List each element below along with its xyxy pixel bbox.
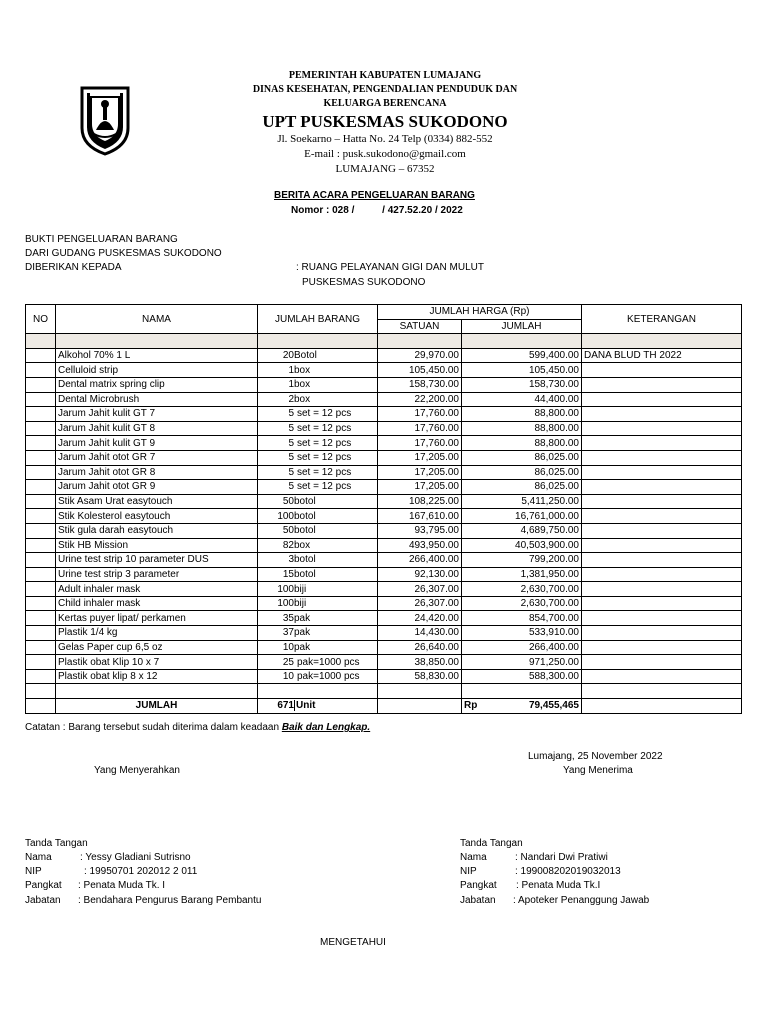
row-jumlah: 2,630,700.00 — [462, 596, 582, 611]
row-satuan: 92,130.00 — [378, 567, 462, 582]
row-satuan: 266,400.00 — [378, 553, 462, 568]
row-qty — [258, 655, 378, 670]
row-unit: set = 12 pcs — [297, 437, 352, 449]
table-row — [26, 596, 742, 611]
row-unit: pak=1000 pcs — [297, 671, 360, 683]
row-satuan: 17,760.00 — [378, 421, 462, 436]
row-keterangan — [582, 567, 742, 582]
row-jumlah: 86,025.00 — [462, 480, 582, 495]
col-header-no: NO — [26, 305, 56, 334]
right-nip: : 199008202019032013 — [515, 866, 621, 877]
note-emphasis: Baik dan Lengkap. — [281, 722, 371, 733]
row-unit: biji — [294, 583, 307, 595]
row-satuan: 26,640.00 — [378, 640, 462, 655]
row-qty — [258, 363, 378, 378]
intro-line-2: DARI GUDANG PUSKESMAS SUKODONO — [25, 248, 222, 259]
row-keterangan — [582, 538, 742, 553]
row-no — [26, 567, 56, 582]
row-qty-value: 100 — [277, 583, 294, 595]
row-nama: Jarum Jahit otot GR 8 — [56, 465, 258, 480]
row-unit: set = 12 pcs — [297, 408, 352, 420]
row-qty — [258, 407, 378, 422]
row-qty — [258, 523, 378, 538]
right-nama-label: Nama — [460, 852, 487, 863]
row-qty-value: 100 — [277, 598, 294, 610]
row-jumlah: 40,503,900.00 — [462, 538, 582, 553]
row-satuan: 17,760.00 — [378, 436, 462, 451]
header-line-3: KELUARGA BERENCANA — [323, 98, 447, 109]
col-header-jumlah-harga: JUMLAH HARGA (Rp) — [378, 305, 582, 320]
row-unit: set = 12 pcs — [297, 452, 352, 464]
row-qty-value: 82 — [282, 539, 294, 551]
row-nama: Dental matrix spring clip — [56, 377, 258, 392]
row-qty — [258, 392, 378, 407]
right-jabatan: : Apoteker Penanggung Jawab — [513, 895, 650, 906]
row-keterangan — [582, 655, 742, 670]
table-row — [26, 407, 742, 422]
table-blank-row — [26, 684, 742, 699]
row-jumlah: 88,800.00 — [462, 421, 582, 436]
table-row — [26, 377, 742, 392]
row-satuan: 24,420.00 — [378, 611, 462, 626]
col-header-keterangan: KETERANGAN — [582, 305, 742, 334]
row-qty-value: 2 — [288, 393, 294, 405]
table-spacer-row — [26, 334, 742, 349]
row-keterangan: DANA BLUD TH 2022 — [582, 348, 742, 363]
row-jumlah: 88,800.00 — [462, 436, 582, 451]
row-nama: Jarum Jahit otot GR 9 — [56, 480, 258, 495]
row-no — [26, 582, 56, 597]
row-jumlah: 2,630,700.00 — [462, 582, 582, 597]
row-jumlah: 5,411,250.00 — [462, 494, 582, 509]
row-qty-value: 50 — [282, 525, 294, 537]
table-row — [26, 465, 742, 480]
table-row — [26, 494, 742, 509]
row-unit: box — [294, 364, 311, 376]
row-keterangan — [582, 669, 742, 684]
row-satuan: 58,830.00 — [378, 669, 462, 684]
row-qty — [258, 626, 378, 641]
row-jumlah: 588,300.00 — [462, 669, 582, 684]
left-jabatan-label: Jabatan — [25, 895, 61, 906]
row-qty — [258, 450, 378, 465]
row-nama: Stik Kolesterol easytouch — [56, 509, 258, 524]
row-satuan: 108,225.00 — [378, 494, 462, 509]
row-unit: set = 12 pcs — [297, 423, 352, 435]
total-rp: Rp — [464, 700, 478, 712]
row-satuan: 17,205.00 — [378, 465, 462, 480]
row-nama: Stik gula darah easytouch — [56, 523, 258, 538]
row-no — [26, 640, 56, 655]
row-nama: Jarum Jahit kulit GT 8 — [56, 421, 258, 436]
row-jumlah: 86,025.00 — [462, 465, 582, 480]
note-prefix: Catatan : Barang tersebut sudah diterima dalam keadaan — [25, 722, 282, 733]
row-unit: box — [294, 393, 311, 405]
row-qty-value: 1 — [288, 379, 294, 391]
left-nip-label: NIP — [25, 866, 42, 877]
table-row — [26, 655, 742, 670]
row-jumlah: 1,381,950.00 — [462, 567, 582, 582]
header-title: UPT PUSKESMAS SUKODONO — [262, 112, 508, 131]
row-keterangan — [582, 626, 742, 641]
col-header-jumlah-barang: JUMLAH BARANG — [258, 305, 378, 334]
row-qty — [258, 494, 378, 509]
row-qty — [258, 465, 378, 480]
table-row — [26, 480, 742, 495]
row-unit: Botol — [294, 350, 317, 362]
right-pangkat-label: Pangkat — [460, 880, 497, 891]
row-jumlah: 44,400.00 — [462, 392, 582, 407]
col-header-nama: NAMA — [56, 305, 258, 334]
row-keterangan — [582, 523, 742, 538]
row-nama: Alkohol 70% 1 L — [56, 348, 258, 363]
right-pangkat: : Penata Muda Tk.I — [516, 880, 601, 891]
row-keterangan — [582, 582, 742, 597]
row-nama: Jarum Jahit kulit GT 7 — [56, 407, 258, 422]
lumajang-regency-emblem — [78, 84, 132, 156]
left-nama: : Yessy Gladiani Sutrisno — [80, 852, 191, 863]
row-no — [26, 611, 56, 626]
row-keterangan — [582, 377, 742, 392]
row-qty — [258, 436, 378, 451]
row-qty-value: 5 — [288, 408, 294, 420]
row-qty — [258, 582, 378, 597]
row-qty-value: 25 — [282, 656, 294, 668]
table-row — [26, 509, 742, 524]
row-no — [26, 494, 56, 509]
row-jumlah: 599,400.00 — [462, 348, 582, 363]
row-qty — [258, 669, 378, 684]
table-row — [26, 553, 742, 568]
row-nama: Stik Asam Urat easytouch — [56, 494, 258, 509]
row-qty — [258, 553, 378, 568]
row-keterangan — [582, 421, 742, 436]
row-unit: botol — [294, 568, 316, 580]
row-qty — [258, 640, 378, 655]
intro-line-1: BUKTI PENGELUARAN BARANG — [25, 234, 178, 245]
right-ttd: Tanda Tangan — [460, 838, 523, 849]
row-no — [26, 669, 56, 684]
row-keterangan — [582, 596, 742, 611]
row-satuan: 38,850.00 — [378, 655, 462, 670]
row-keterangan — [582, 494, 742, 509]
row-no — [26, 655, 56, 670]
row-keterangan — [582, 611, 742, 626]
header-address: Jl. Soekarno – Hatta No. 24 Telp (0334) 882-552 — [277, 133, 493, 145]
row-qty-value: 10 — [282, 671, 294, 683]
note — [25, 722, 370, 733]
row-satuan: 158,730.00 — [378, 377, 462, 392]
header-email: E-mail : pusk.sukodono@gmail.com — [304, 148, 466, 160]
row-qty-value: 50 — [282, 496, 294, 508]
header-city: LUMAJANG – 67352 — [335, 163, 435, 175]
total-qty-cell — [258, 699, 378, 714]
row-qty-value: 5 — [288, 452, 294, 464]
row-unit: botol — [294, 525, 316, 537]
row-no — [26, 407, 56, 422]
row-qty — [258, 567, 378, 582]
intro-recipient-value: : RUANG PELAYANAN GIGI DAN MULUT — [296, 262, 484, 273]
row-no — [26, 377, 56, 392]
row-keterangan — [582, 392, 742, 407]
col-header-jumlah: JUMLAH — [462, 319, 582, 334]
left-role: Yang Menyerahkan — [94, 765, 180, 776]
row-nama: Plastik 1/4 kg — [56, 626, 258, 641]
row-no — [26, 509, 56, 524]
row-qty-value: 37 — [282, 627, 294, 639]
row-qty — [258, 611, 378, 626]
table-row — [26, 640, 742, 655]
row-qty-value: 5 — [288, 423, 294, 435]
row-unit: box — [294, 379, 311, 391]
table-row — [26, 450, 742, 465]
row-qty — [258, 509, 378, 524]
right-role: Yang Menerima — [563, 765, 633, 776]
row-keterangan — [582, 465, 742, 480]
row-no — [26, 553, 56, 568]
row-no — [26, 392, 56, 407]
row-qty-value: 15 — [282, 568, 294, 580]
row-unit: pak — [294, 612, 311, 624]
row-no — [26, 436, 56, 451]
row-no — [26, 421, 56, 436]
row-qty-value: 20 — [282, 350, 294, 362]
row-qty-value: 5 — [288, 481, 294, 493]
row-satuan: 93,795.00 — [378, 523, 462, 538]
row-jumlah: 971,250.00 — [462, 655, 582, 670]
row-keterangan — [582, 640, 742, 655]
row-satuan: 26,307.00 — [378, 582, 462, 597]
intro-recipient-value-2: PUSKESMAS SUKODONO — [302, 277, 426, 288]
left-pangkat: : Penata Muda Tk. I — [78, 880, 166, 891]
row-qty — [258, 480, 378, 495]
row-unit: botol — [294, 554, 316, 566]
row-unit: pak — [294, 627, 311, 639]
row-no — [26, 465, 56, 480]
row-nama: Gelas Paper cup 6,5 oz — [56, 640, 258, 655]
row-jumlah: 799,200.00 — [462, 553, 582, 568]
table-row — [26, 436, 742, 451]
row-nama: Child inhaler mask — [56, 596, 258, 611]
row-no — [26, 348, 56, 363]
col-header-satuan: SATUAN — [378, 319, 462, 334]
row-no — [26, 450, 56, 465]
row-no — [26, 596, 56, 611]
row-keterangan — [582, 407, 742, 422]
row-qty-value: 5 — [288, 466, 294, 478]
row-keterangan — [582, 509, 742, 524]
row-qty-value: 35 — [282, 612, 294, 624]
row-satuan: 493,950.00 — [378, 538, 462, 553]
row-satuan: 17,205.00 — [378, 480, 462, 495]
row-keterangan — [582, 363, 742, 378]
row-qty — [258, 377, 378, 392]
row-nama: Jarum Jahit otot GR 7 — [56, 450, 258, 465]
row-satuan: 167,610.00 — [378, 509, 462, 524]
row-satuan: 29,970.00 — [378, 348, 462, 363]
row-nama: Plastik obat Klip 10 x 7 — [56, 655, 258, 670]
right-jabatan-label: Jabatan — [460, 895, 496, 906]
row-nama: Plastik obat klip 8 x 12 — [56, 669, 258, 684]
row-satuan: 17,760.00 — [378, 407, 462, 422]
row-no — [26, 523, 56, 538]
row-nama: Dental Microbrush — [56, 392, 258, 407]
header-line-2: DINAS KESEHATAN, PENGENDALIAN PENDUDUK DAN — [252, 84, 518, 95]
row-nama: Adult inhaler mask — [56, 582, 258, 597]
row-qty — [258, 538, 378, 553]
row-nama: Urine test strip 10 parameter DUS — [56, 553, 258, 568]
right-nama: : Nandari Dwi Pratiwi — [515, 852, 608, 863]
row-nama: Urine test strip 3 parameter — [56, 567, 258, 582]
table-row — [26, 626, 742, 641]
total-value: 79,455,465 — [528, 700, 579, 712]
row-unit: set = 12 pcs — [297, 466, 352, 478]
row-satuan: 22,200.00 — [378, 392, 462, 407]
row-qty — [258, 596, 378, 611]
items-table — [25, 304, 742, 714]
table-total-row — [26, 699, 742, 714]
left-ttd: Tanda Tangan — [25, 838, 88, 849]
row-keterangan — [582, 450, 742, 465]
intro-recipient-label: DIBERIKAN KEPADA — [25, 262, 122, 273]
row-keterangan — [582, 436, 742, 451]
footer-mengetahui: MENGETAHUI — [320, 937, 386, 948]
table-row — [26, 567, 742, 582]
row-jumlah: 86,025.00 — [462, 450, 582, 465]
row-nama: Celluloid strip — [56, 363, 258, 378]
table-row — [26, 523, 742, 538]
row-qty-value: 100 — [277, 510, 294, 522]
row-satuan: 26,307.00 — [378, 596, 462, 611]
total-unit: Unit — [296, 700, 316, 712]
row-unit: botol — [294, 510, 316, 522]
row-jumlah: 158,730.00 — [462, 377, 582, 392]
table-row — [26, 392, 742, 407]
total-qty: 671 — [277, 700, 294, 712]
right-nip-label: NIP — [460, 866, 477, 877]
row-unit: biji — [294, 598, 307, 610]
row-unit: set = 12 pcs — [297, 481, 352, 493]
left-jabatan: : Bendahara Pengurus Barang Pembantu — [78, 895, 262, 906]
row-jumlah: 266,400.00 — [462, 640, 582, 655]
row-qty-value: 10 — [282, 641, 294, 653]
document-title: BERITA ACARA PENGELUARAN BARANG — [274, 190, 475, 201]
row-jumlah: 105,450.00 — [462, 363, 582, 378]
row-nama: Stik HB Mission — [56, 538, 258, 553]
row-unit: box — [294, 539, 311, 551]
row-qty-value: 3 — [288, 554, 294, 566]
row-no — [26, 480, 56, 495]
row-jumlah: 533,910.00 — [462, 626, 582, 641]
table-row — [26, 611, 742, 626]
row-jumlah: 16,761,000.00 — [462, 509, 582, 524]
row-no — [26, 626, 56, 641]
row-jumlah: 88,800.00 — [462, 407, 582, 422]
table-row — [26, 348, 742, 363]
table-row — [26, 582, 742, 597]
row-qty — [258, 421, 378, 436]
row-no — [26, 363, 56, 378]
row-qty-value: 5 — [288, 437, 294, 449]
row-unit: botol — [294, 496, 316, 508]
total-label: JUMLAH — [56, 699, 258, 714]
row-qty — [258, 348, 378, 363]
row-keterangan — [582, 480, 742, 495]
row-nama: Jarum Jahit kulit GT 9 — [56, 436, 258, 451]
row-jumlah: 4,689,750.00 — [462, 523, 582, 538]
table-row — [26, 421, 742, 436]
table-row — [26, 538, 742, 553]
row-satuan: 17,205.00 — [378, 450, 462, 465]
table-row — [26, 669, 742, 684]
place-date: Lumajang, 25 November 2022 — [528, 751, 663, 762]
row-qty-value: 1 — [288, 364, 294, 376]
row-nama: Kertas puyer lipat/ perkamen — [56, 611, 258, 626]
header-line-1: PEMERINTAH KABUPATEN LUMAJANG — [288, 70, 482, 81]
left-pangkat-label: Pangkat — [25, 880, 62, 891]
row-keterangan — [582, 553, 742, 568]
row-unit: pak — [294, 641, 311, 653]
row-unit: pak=1000 pcs — [297, 656, 360, 668]
left-nama-label: Nama — [25, 852, 52, 863]
left-nip: : 19950701 202012 2 011 — [84, 866, 198, 877]
row-jumlah: 854,700.00 — [462, 611, 582, 626]
row-satuan: 14,430.00 — [378, 626, 462, 641]
table-row — [26, 363, 742, 378]
document-number: Nomor : 028 / / 427.52.20 / 2022 — [291, 205, 463, 216]
total-value-cell — [462, 699, 582, 714]
row-satuan: 105,450.00 — [378, 363, 462, 378]
row-no — [26, 538, 56, 553]
